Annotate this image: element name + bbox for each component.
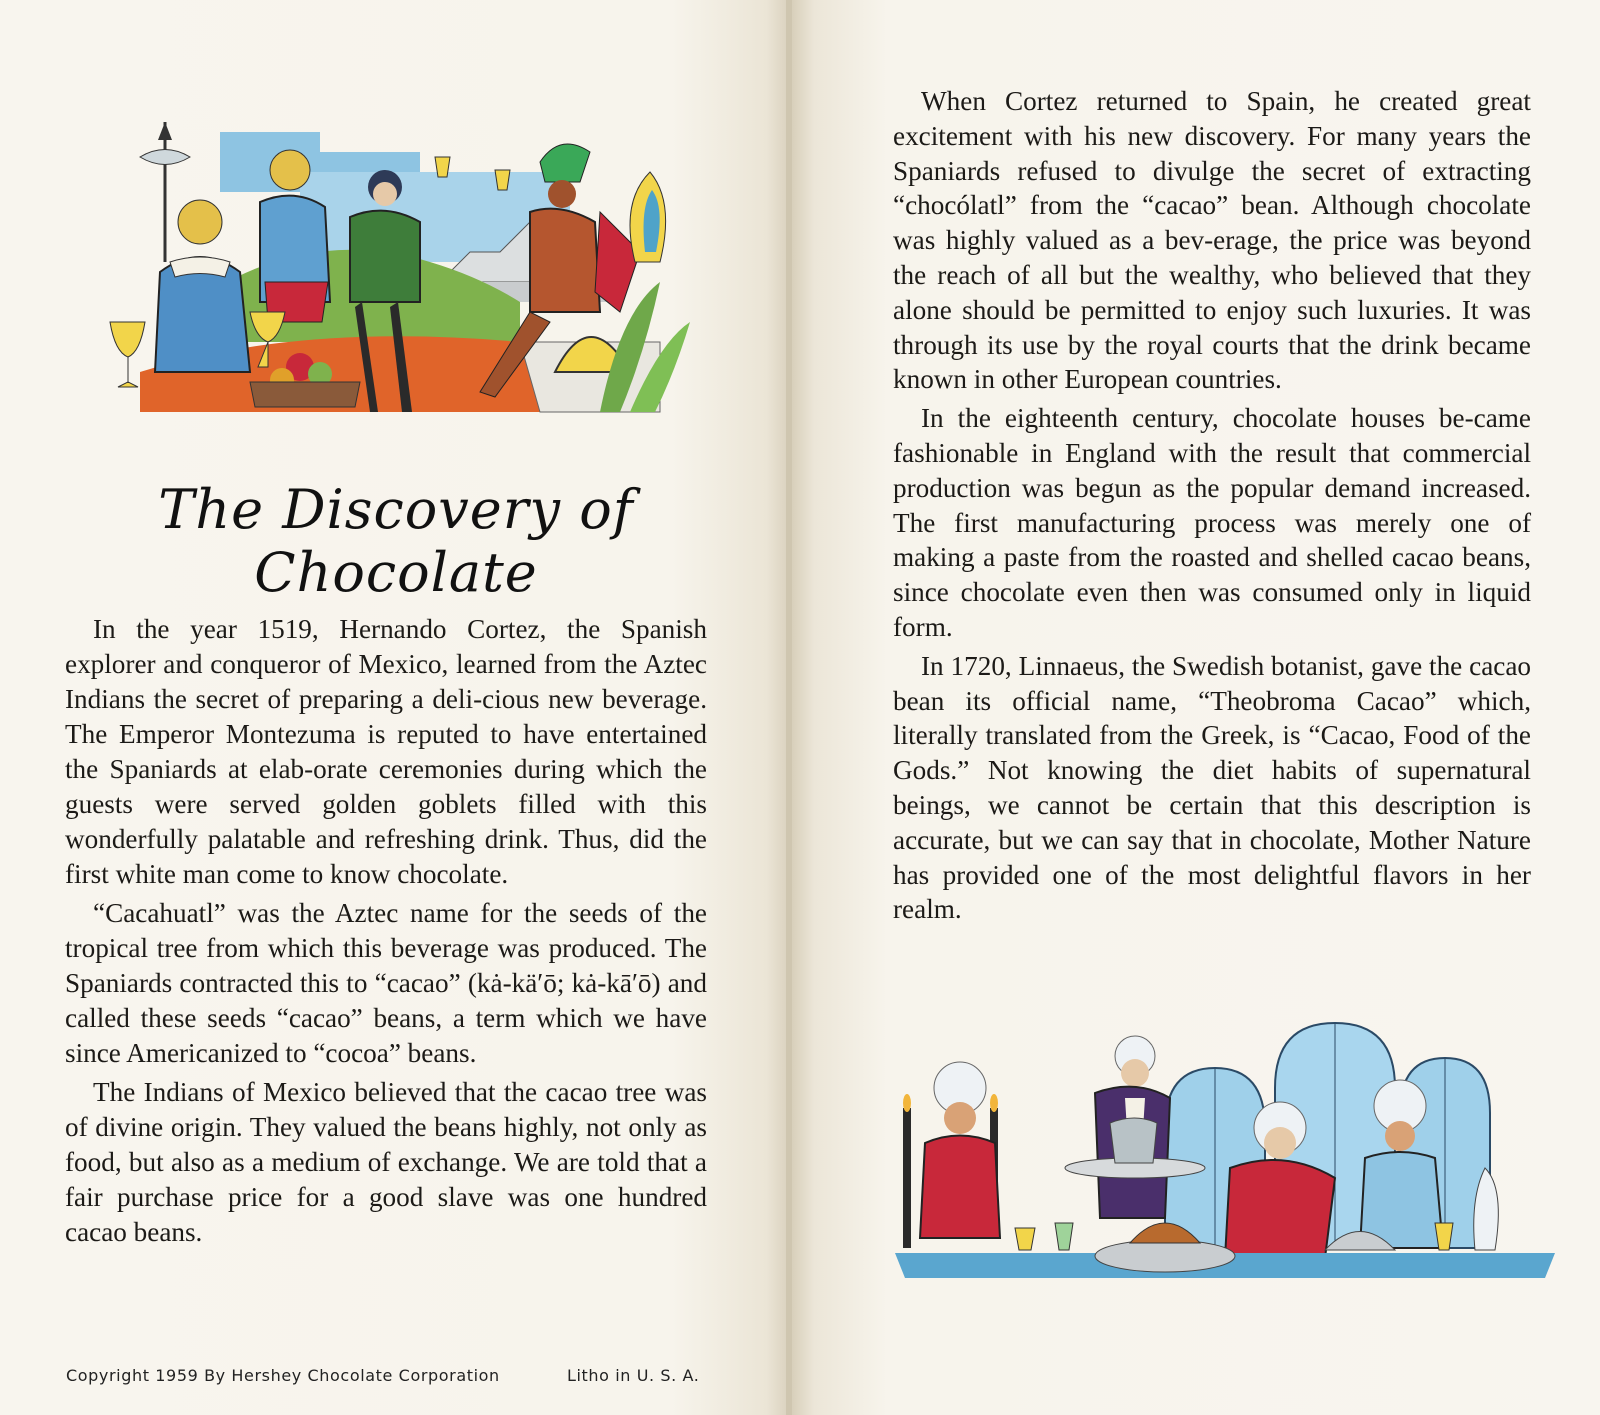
- left-paragraph-1: In the year 1519, Hernando Cortez, the Spanish explorer and conqueror of Mexico, learned from the Aztec Indians the secret of preparing a deli-cious new beverage. The Emperor Montezuma is reputed to have entertained the Spaniards at elab-orate ceremonies during which the guests were served golden goblets filled with this wonderfully palatable and refreshing drink. Thus, did the first white man come to know chocolate.: [65, 614, 707, 889]
- right-text-column: [893, 84, 1531, 931]
- page-title: The Discovery of Chocolate: [158, 478, 634, 604]
- left-paragraph-2: “Cacahuatl” was the Aztec name for the seeds of the tropical tree from which this beverage was produced. The Spaniards contracted this to “cacao” (kȧ-kä′ō; kȧ-kā′ō) and called these seeds “cacao” beans, a term which we have since Americanized to “cocoa” beans.: [65, 898, 707, 1068]
- cortez-montezuma-illustration: [100, 112, 700, 432]
- copyright-notice: Copyright 1959 By Hershey Chocolate Corporation: [66, 1366, 500, 1385]
- right-paragraph-3: In 1720, Linnaeus, the Swedish botanist, gave the cacao bean its official name, “Theobroma Cacao” which, literally translated from the Greek, is “Cacao, Food of the Gods.” Not knowing the diet habits of supernatural beings, we cannot be certain that this description is accurate, but we can say that in chocolate, Mother Nature has provided one of the most delightful flavors in her realm.: [893, 650, 1531, 925]
- left-paragraph-3: The Indians of Mexico believed that the cacao tree was of divine origin. They valued the beans highly, not only as food, but also as a medium of exchange. We are told that a fair purchase price for a good slave was one hundred cacao beans.: [65, 1077, 707, 1247]
- litho-notice: Litho in U. S. A.: [567, 1366, 700, 1385]
- book-gutter: [786, 0, 792, 1415]
- right-paragraph-1: When Cortez returned to Spain, he created great excitement with his new discovery. For many years the Spaniards refused to divulge the secret of extracting “chocólatl” from the “cacao” bean. Although chocolate was highly valued as a bev-erage, the price was beyond the reach of all but the wealthy, who believed that they alone should be permitted to enjoy such luxuries. It was through its use by the royal courts that the drink became known in other European countries.: [893, 86, 1531, 395]
- right-paragraph-2: In the eighteenth century, chocolate houses be-came fashionable in England with the result that commercial production was begun as the popular demand increased. The first manufacturing process was merely one of making a paste from the roasted and shelled cacao beans, since chocolate even then was consumed only in liquid form.: [893, 403, 1531, 642]
- chocolate-house-illustration: [895, 1018, 1555, 1318]
- left-text-column: [65, 612, 707, 1254]
